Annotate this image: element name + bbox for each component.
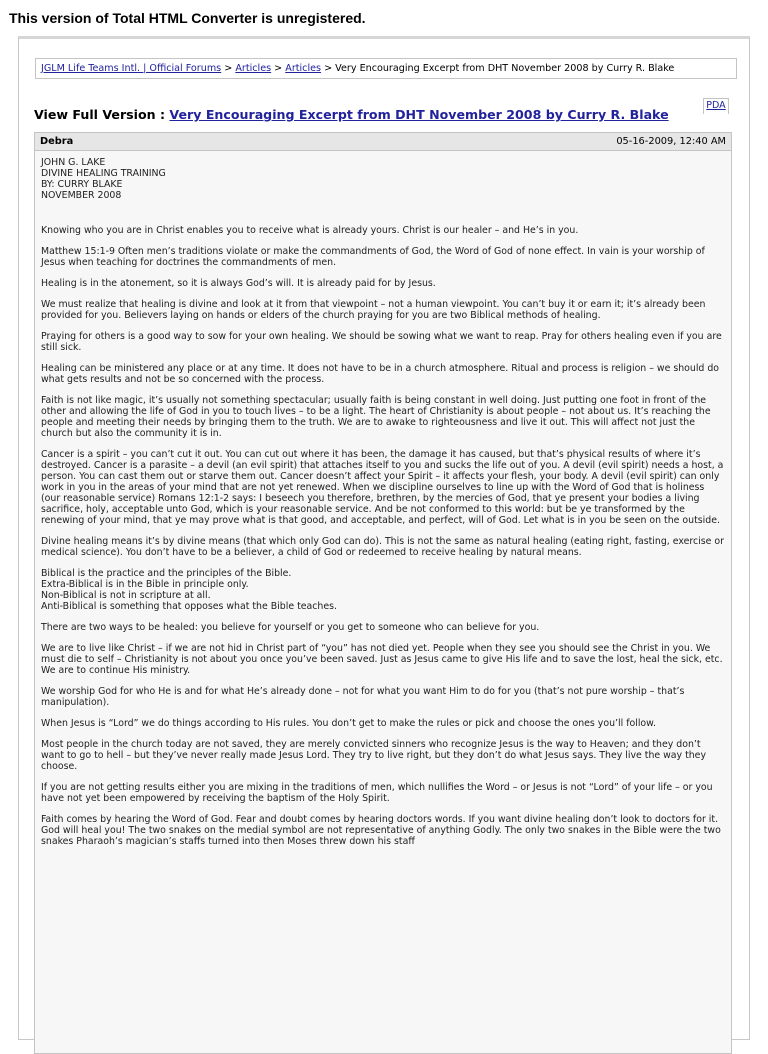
pda-tab — [703, 98, 729, 114]
breadcrumb-separator: > — [221, 63, 236, 74]
breadcrumb-separator: > — [321, 63, 336, 74]
intro-line: JOHN G. LAKE — [41, 157, 106, 168]
unregistered-banner: This version of Total HTML Converter is unregistered. — [9, 10, 366, 26]
breadcrumb-separator: > — [271, 63, 286, 74]
post-paragraph: We worship God for who He is and for what He’s already done – not for what you want Him to do for you (that’s not pure worship – that’s manipulation). — [41, 686, 685, 708]
breadcrumb-link-articles-sub[interactable]: Articles — [285, 63, 322, 74]
post-paragraph: Praying for others is a good way to sow for your own healing. We should be sowing what we want to reap. Pray for others healing even if you are still sick. — [41, 331, 722, 353]
post-header — [35, 133, 731, 151]
breadcrumb — [35, 58, 737, 79]
post-paragraph: Cancer is a spirit – you can’t cut it out. You can cut out where it has been, the damage it has caused, but that’s physical results of where it’s destroyed. Cancer is a parasite – a devil (an evil spirit) that attaches itself to you and sucks the life out of you. A devil (evil spirit) needs a host, a person. You can cast them out or starve them out. Cancer doesn’t affect your Spirit – it affects your flesh, your body. A devil (evil spirit) can only work in you in the areas of your mind that are not yet renewed. When we discipline ourselves to line up with the Word of God that is holiness (our reasonable service) Romans 12:1-2 says: I beseech you therefore, brethren, by the mercies of God, that ye present your bodies a living sacrifice, holy, acceptable unto God, which is your reasonable service. And be not conformed to this world: but be ye transformed by the renewing of your mind, that ye may prove what is that good, and acceptable, and perfect, will of God. Let what is in you be seen on the outside. — [41, 449, 724, 526]
post-date: 05-16-2009, 12:40 AM — [616, 136, 726, 147]
post-intro — [41, 157, 725, 201]
post-paragraph: Divine healing means it’s by divine means (that which only God can do). This is not the same as natural healing (eating right, fasting, exercise or medical science). You don’t have to be a believer, a child of God or redeemed to receive healing by natural means. — [41, 536, 725, 558]
intro-line: DIVINE HEALING TRAINING — [41, 168, 166, 179]
post-author: Debra — [40, 136, 74, 147]
pda-link[interactable]: PDA — [706, 100, 726, 111]
breadcrumb-current: Very Encouraging Excerpt from DHT November 2008 by Curry R. Blake — [335, 63, 675, 74]
page-container — [18, 36, 750, 1040]
post-paragraph: Most people in the church today are not saved, they are merely convicted sinners who recognize Jesus is the way to Heaven; and they don’t want to go to hell – but they’ve never really made Jesus Lord. They try to live right, but they don’t do what Jesus says. They live the way they choose. — [41, 739, 707, 772]
post-paragraph: If you are not getting results either you are mixing in the traditions of men, which nullifies the Word – or Jesus is not “Lord” of your life – or you have not yet been empowered by receiving the baptism of the Holy Spirit. — [41, 782, 713, 804]
post-paragraph: Healing can be ministered any place or at any time. It does not have to be in a church atmosphere. Ritual and process is religion – we should do what gets results and not be so concerned with the process. — [41, 363, 720, 385]
post-paragraph: Biblical is the practice and the principles of the Bible. Extra-Biblical is in the Bible in principle only. Non-Biblical is not in scripture at all. Anti-Biblical is something that opposes what the Bible teaches. — [41, 568, 337, 612]
full-version-heading — [34, 107, 669, 122]
post-paragraph: There are two ways to be healed: you believe for yourself or you get to someone who can believe for you. — [41, 622, 540, 633]
full-version-link[interactable]: Very Encouraging Excerpt from DHT November 2008 by Curry R. Blake — [169, 107, 669, 122]
post-paragraph: We are to live like Christ – if we are not hid in Christ part of “you” has not died yet. People when they see you should see the Christ in you. We must die to self – Christianity is not about you once you’ve been saved. Just as Jesus came to give His life and to save the lost, heal the sick, etc. We are to continue His ministry. — [41, 643, 723, 676]
post-paragraph: Faith comes by hearing the Word of God. Fear and doubt comes by hearing doctors words. If you want divine healing don’t look to doctors for it. God will heal you! The two snakes on the medial symbol are not representative of anything Godly. The only two snakes in the Bible were the two snakes Pharaoh’s magician’s staffs turned into then Moses threw down his staff — [41, 814, 721, 847]
post-paragraph: Matthew 15:1-9 Often men’s traditions violate or make the commandments of God, the Word of God of none effect. In vain is your worship of Jesus when teaching for doctrines the commandments of men. — [41, 246, 705, 268]
full-version-label: View Full Version : — [34, 107, 170, 122]
post-paragraph: Healing is in the atonement, so it is always God’s will. It is already paid for by Jesus. — [41, 278, 436, 289]
breadcrumb-link-articles[interactable]: Articles — [235, 63, 272, 74]
post-paragraph: Faith is not like magic, it’s usually not something spectacular; usually faith is being constant in well doing. Just putting one foot in front of the other and allowing the life of God in you to touch lives – to be a light. The heart of Christianity is about people – not about us. It’s reaching the people and meeting their needs by bringing them to the truth. We are to awake to righteousness and live it out. This will affect not just the church but also the community it is in. — [41, 395, 711, 439]
post-paragraph: Knowing who you are in Christ enables you to receive what is already yours. Christ is our healer – and He’s in you. — [41, 225, 579, 236]
breadcrumb-link-forum[interactable]: JGLM Life Teams Intl. | Official Forums — [41, 63, 222, 74]
post — [34, 132, 732, 1054]
post-paragraph: We must realize that healing is divine and look at it from that viewpoint – not a human viewpoint. You can’t buy it or earn it; it’s already been provided for you. Believers laying on hands or elders of the church praying for you are two Biblical methods of healing. — [41, 299, 706, 321]
intro-line: BY: CURRY BLAKE — [41, 179, 123, 190]
intro-line: NOVEMBER 2008 — [41, 190, 122, 201]
post-body — [35, 151, 731, 847]
post-paragraph: When Jesus is “Lord” we do things according to His rules. You don’t get to make the rules or pick and choose the ones you’ll follow. — [41, 718, 656, 729]
